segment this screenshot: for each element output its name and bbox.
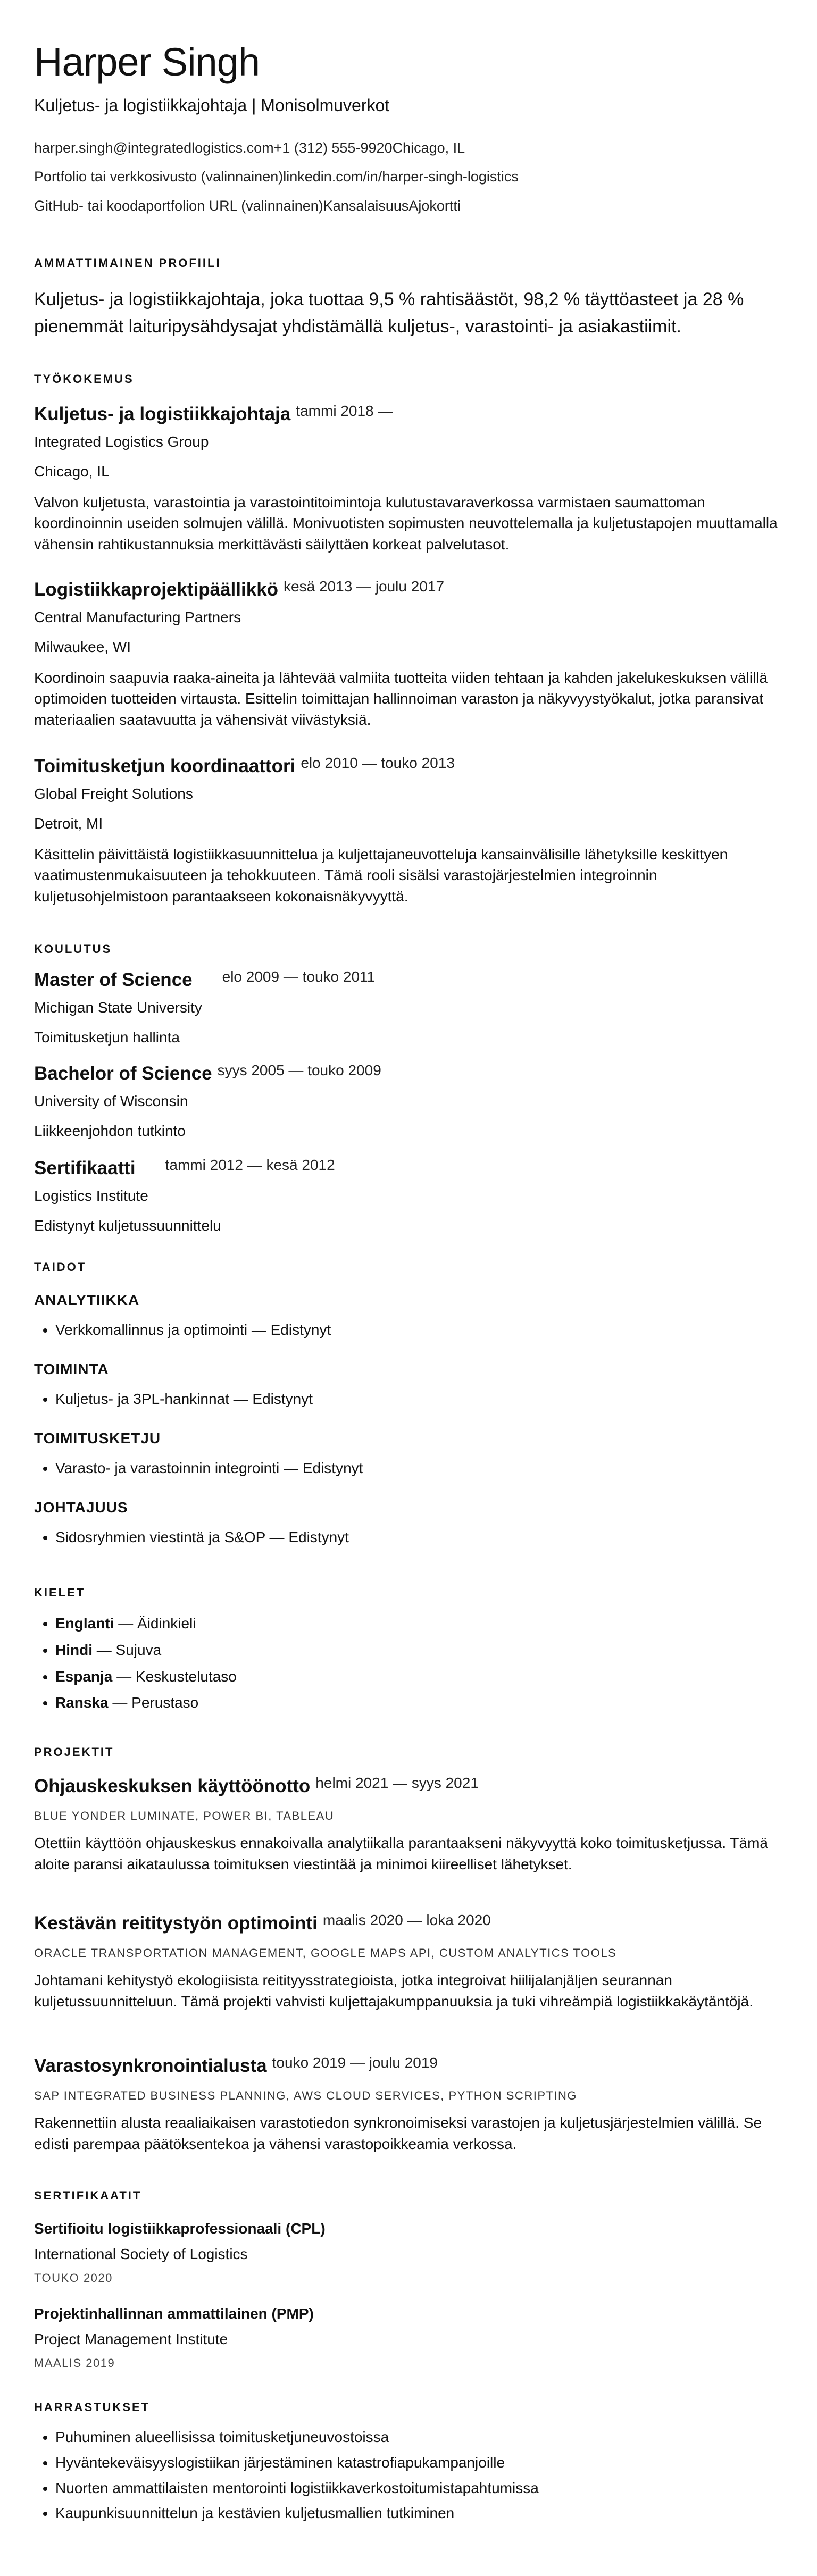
skill-category: JOHTAJUUS	[34, 1499, 128, 1516]
skill-category: TOIMINTA	[34, 1361, 109, 1377]
profile-section-title: AMMATTIMAINEN PROFIILI	[34, 256, 221, 270]
school-name: Logistics Institute	[34, 1187, 148, 1204]
skill-group	[34, 1429, 783, 1477]
project-technologies: BLUE YONDER LUMINATE, POWER BI, TABLEAU	[34, 1809, 335, 1822]
job-location: Milwaukee, WI	[34, 638, 131, 655]
skill-item: • Varasto- ja varastoinnin integrointi — Edistynyt	[55, 1459, 783, 1477]
contact-line-github-citizenship-license: GitHub- tai koodaportfolion URL (valinnainen)KansalaisuusAjokortti	[34, 197, 461, 214]
hobby-item: • Nuorten ammattilaisten mentorointi logistiikkaverkostoitumistapahtumissa	[55, 2479, 783, 2497]
project-entry	[34, 2055, 783, 2154]
job-location: Chicago, IL	[34, 463, 110, 480]
languages-section	[34, 1586, 783, 1712]
company-name: Global Freight Solutions	[34, 785, 193, 802]
skills-section	[34, 1260, 783, 1274]
contact-line-email-phone-location: harper.singh@integratedlogistics.com+1 (312) 555-9920Chicago, IL	[34, 139, 465, 156]
degree-title: Bachelor of Science	[34, 1063, 212, 1084]
candidate-name: Harper Singh	[34, 40, 260, 84]
project-dates: helmi 2021 — syys 2021	[315, 1775, 479, 1791]
experience-entry	[34, 755, 783, 907]
project-dates: touko 2019 — joulu 2019	[272, 2054, 438, 2071]
experience-section-title: TYÖKOKEMUS	[34, 372, 134, 386]
skill-group	[34, 1291, 783, 1339]
hobby-item: • Hyväntekeväisyyslogistiikan järjestäminen katastrofiapukampanjoille	[55, 2454, 783, 2472]
field-of-study: Toimitusketjun hallinta	[34, 1028, 180, 1046]
certification-date: MAALIS 2019	[34, 2356, 115, 2370]
language-level: — Keskustelutaso	[112, 1668, 237, 1685]
certification-name: Sertifioitu logistiikkaprofessionaali (CPL)	[34, 2220, 326, 2237]
job-location: Detroit, MI	[34, 815, 103, 832]
field-of-study: Edistynyt kuljetussuunnittelu	[34, 1217, 221, 1234]
language-name: Ranska	[55, 1694, 109, 1711]
certification-date: TOUKO 2020	[34, 2271, 113, 2285]
hobby-item: • Puhuminen alueellisissa toimitusketjuneuvostoissa	[55, 2428, 783, 2446]
language-name: Englanti	[55, 1615, 114, 1632]
education-entry	[34, 969, 783, 1046]
profile-text: Kuljetus- ja logistiikkajohtaja, joka tuottaa 9,5 % rahtisäästöt, 98,2 % täyttöasteet ja 28 % pienemmät laituripysähdysajat yhdistämällä kuljetus-, varastointi- ja asiakastiimit.	[34, 289, 744, 337]
certification-issuer: International Society of Logistics	[34, 2245, 248, 2262]
skill-item: • Kuljetus- ja 3PL-hankinnat — Edistynyt	[55, 1390, 783, 1408]
project-technologies: ORACLE TRANSPORTATION MANAGEMENT, GOOGLE MAPS API, CUSTOM ANALYTICS TOOLS	[34, 1946, 617, 1960]
project-description: Johtamani kehitystyö ekologiisista reitityysstrategioista, jotka integroivat hiilijalanjäljen seurannan kuljetussuunnitteluun. Tämä projekti vahvisti kuljettajakumppanuuksia ja tuki vihreämpiä logistiikkakäytäntöjä.	[34, 1972, 753, 2010]
projects-section-title: PROJEKTIT	[34, 1745, 114, 1759]
experience-entry	[34, 579, 783, 730]
language-level: — Perustaso	[108, 1694, 199, 1711]
experience-section	[34, 372, 783, 386]
language-item	[55, 1615, 783, 1633]
skill-item: • Verkkomallinnus ja optimointi — Edistynyt	[55, 1321, 783, 1339]
education-entry	[34, 1063, 783, 1140]
skill-category: ANALYTIIKKA	[34, 1292, 140, 1308]
education-dates: tammi 2012 — kesä 2012	[165, 1157, 335, 1173]
experience-entry	[34, 403, 783, 555]
language-name: Hindi	[55, 1641, 93, 1658]
certifications-section	[34, 2189, 783, 2203]
job-dates: kesä 2013 — joulu 2017	[284, 578, 445, 595]
project-description: Otettiin käyttöön ohjauskeskus ennakoivalla analytiikalla parantaakseni näkyvyyttä koko toimitusketjussa. Tämä aloite paransi aikataulussa toimituksen viestintää ja minimoi kiireelliset lähetykset.	[34, 1835, 768, 1872]
language-name: Espanja	[55, 1668, 113, 1685]
languages-section-title: KIELET	[34, 1586, 86, 1599]
company-name: Central Manufacturing Partners	[34, 609, 241, 625]
hobbies-section-title: HARRASTUKSET	[34, 2401, 151, 2414]
skill-item: • Sidosryhmien viestintä ja S&OP — Edistynyt	[55, 1528, 783, 1546]
job-title: Toimitusketjun koordinaattori	[34, 756, 296, 776]
project-technologies: SAP INTEGRATED BUSINESS PLANNING, AWS CLOUD SERVICES, PYTHON SCRIPTING	[34, 2089, 578, 2102]
project-name: Kestävän reititystyön optimointi	[34, 1913, 318, 1934]
certifications-section-title: SERTIFIKAATIT	[34, 2189, 142, 2202]
hobby-item: • Kaupunkisuunnittelun ja kestävien kuljetusmallien tutkiminen	[55, 2504, 783, 2522]
job-title: Kuljetus- ja logistiikkajohtaja	[34, 404, 291, 424]
project-name: Ohjauskeskuksen käyttöönotto	[34, 1776, 311, 1796]
job-dates: tammi 2018 —	[296, 403, 393, 419]
job-description: Koordinoin saapuvia raaka-aineita ja lähtevää valmiita tuotteita viiden tehtaan ja kahden jakelukeskuksen välillä optimoiden tuotteiden virtausta. Esittelin toimittajan hallinnoiman varaston ja näkyvyystyökalut, jotka paransivat materiaalien saatavuutta ja vähensivät viivästyksiä.	[34, 670, 768, 728]
school-name: University of Wisconsin	[34, 1093, 188, 1109]
language-item	[55, 1694, 783, 1712]
degree-title: Sertifikaatti	[34, 1158, 136, 1178]
job-description: Valvon kuljetusta, varastointia ja varastointitoimintoja kulutustavaraverkossa varmistaen saumattoman koordinoinnin useiden solmujen välillä. Monivuotisten sopimusten neuvottelemalla ja kuljetustapojen muuttamalla vähensin rahtikustannuksia merkittävästi säilyttäen korkeat palvelutasot.	[34, 494, 778, 553]
skill-group	[34, 1360, 783, 1408]
project-entry	[34, 1912, 783, 2012]
project-dates: maalis 2020 — loka 2020	[322, 1912, 491, 1928]
education-section	[34, 942, 783, 956]
skills-section-title: TAIDOT	[34, 1260, 87, 1274]
contact-line-portfolio-linkedin: Portfolio tai verkkosivusto (valinnainen)linkedin.com/in/harper-singh-logistics	[34, 169, 519, 185]
certification-name: Projektinhallinnan ammattilainen (PMP)	[34, 2305, 314, 2322]
degree-title: Master of Science	[34, 969, 193, 990]
language-item	[55, 1668, 783, 1686]
certification-entry	[34, 2220, 783, 2286]
job-title: Logistiikkaprojektipäällikkö	[34, 579, 279, 600]
skill-category: TOIMITUSKETJU	[34, 1430, 161, 1446]
company-name: Integrated Logistics Group	[34, 433, 209, 450]
certification-entry	[34, 2305, 783, 2371]
education-section-title: KOULUTUS	[34, 942, 112, 956]
hobbies-section	[34, 2401, 783, 2522]
school-name: Michigan State University	[34, 999, 202, 1016]
job-dates: elo 2010 — touko 2013	[301, 755, 455, 771]
language-level: — Äidinkieli	[114, 1615, 196, 1632]
education-dates: elo 2009 — touko 2011	[222, 968, 376, 985]
certification-issuer: Project Management Institute	[34, 2330, 228, 2347]
job-description: Käsittelin päivittäistä logistiikkasuunnittelua ja kuljettajaneuvotteluja kansainvälisille lähetyksille keskittyen vaatimustenmukaisuuteen ja tehokkuuteen. Tämä rooli sisälsi varastojärjestelmien integroinnin kuljetusohjelmistoon parantaakseen kokonaisnäkyvyyttä.	[34, 846, 728, 905]
resume-header	[34, 40, 783, 223]
education-entry	[34, 1157, 783, 1234]
field-of-study: Liikkeenjohdon tutkinto	[34, 1122, 186, 1139]
skill-group	[34, 1499, 783, 1546]
project-entry	[34, 1775, 783, 1875]
candidate-headline: Kuljetus- ja logistiikkajohtaja | Monisolmuverkot	[34, 96, 390, 115]
projects-section	[34, 1745, 783, 1759]
education-dates: syys 2005 — touko 2009	[217, 1062, 381, 1078]
project-name: Varastosynkronointialusta	[34, 2055, 267, 2076]
profile-section	[34, 256, 783, 340]
project-description: Rakennettiin alusta reaaliaikaisen varastotiedon synkronoimiseksi varastojen ja kuljetusjärjestelmien välillä. Se edisti parempaa päätöksentekoa ja vähensi varastopoikkeamia verkossa.	[34, 2114, 762, 2152]
language-level: — Sujuva	[93, 1641, 162, 1658]
language-item	[55, 1641, 783, 1659]
